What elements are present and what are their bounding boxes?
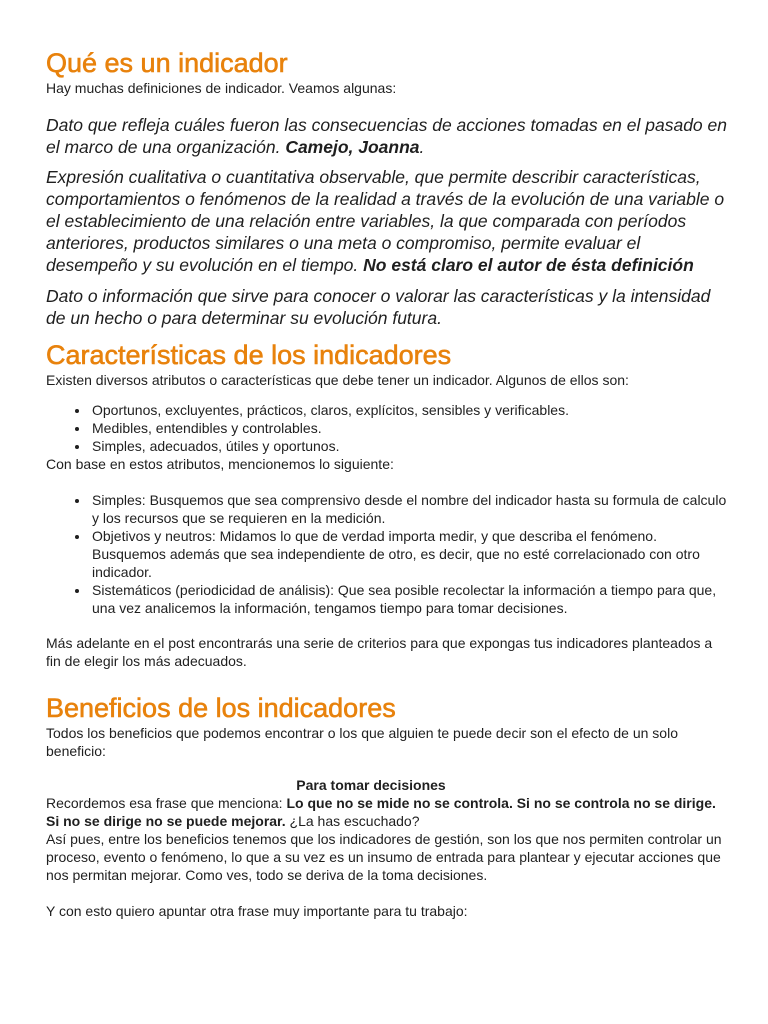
criteria-list: [46, 491, 730, 617]
definition-end: .: [419, 137, 425, 157]
subsection-title: Para tomar decisiones: [296, 777, 446, 793]
definition-quote-1: [46, 114, 730, 158]
section-title-que-es: Qué es un indicador: [46, 48, 288, 78]
closing-paragraph: Y con esto quiero apuntar otra frase muy importante para tu trabajo:: [46, 903, 468, 919]
post-paragraph: Más adelante en el post encontrarás una serie de criterios para que expongas tus indicadores planteados a fin de elegir los más adecuados.: [46, 635, 713, 669]
intro-paragraph: Hay muchas definiciones de indicador. Veamos algunas:: [46, 80, 397, 96]
intro-paragraph: Todos los beneficios que podemos encontrar o los que alguien te puede decir son el efecto de un solo beneficio:: [46, 725, 678, 759]
definition-quote-2: [46, 166, 730, 276]
quote-paragraph: [46, 794, 730, 830]
intro-paragraph: Existen diversos atributos o características que debe tener un indicador. Algunos de ellos son:: [46, 372, 629, 388]
list-item: • Medibles, entendibles y controlables.: [90, 419, 730, 437]
list-item: • Simples: Busquemos que sea comprensivo desde el nombre del indicador hasta su formula de calculo y los recursos que se requieren en la medición.: [90, 491, 730, 527]
definition-quote-3: Dato o información que sirve para conocer o valorar las características y la intensidad de un hecho o para determinar su evolución futura.: [46, 286, 711, 328]
benefits-paragraph: Así pues, entre los beneficios tenemos que los indicadores de gestión, son los que nos permiten controlar un proceso, evento o fenómeno, lo que a su vez es un insumo de entrada para plantear y ejecutar acciones que nos permitan mejorar. Como ves, todo se deriva de la toma decisiones.: [46, 831, 722, 883]
list-item: • Simples, adecuados, útiles y oportunos.: [90, 437, 730, 455]
definition-text: Expresión cualitativa o cuantitativa observable, que permite describir características, comportamientos o fenómenos de la realidad a través de la evolución de una variable o el establecimiento de una relación entre variables, la que comparada con períodos anteriores, productos similares o una meta o compromiso, permite evaluar el desempeño y su evolución en el tiempo.: [46, 167, 725, 275]
base-paragraph: Con base en estos atributos, mencionemos lo siguiente:: [46, 456, 394, 472]
definition-author: No está claro el autor de ésta definición: [363, 255, 694, 275]
list-item: • Sistemáticos (periodicidad de análisis): Que sea posible recolectar la información a tiempo para que, una vez analicemos la información, tengamos tiempo para tomar decisiones.: [90, 581, 730, 617]
quote-question: ¿La has escuchado?: [285, 813, 420, 829]
section-title-caracteristicas: Características de los indicadores: [46, 340, 452, 370]
quote-bold: Lo que no se mide no se controla. Si no se controla no se dirige. Si no se dirige no se puede mejorar.: [46, 795, 716, 829]
list-item: • Oportunos, excluyentes, prácticos, claros, explícitos, sensibles y verificables.: [90, 401, 730, 419]
quote-lead: Recordemos esa frase que menciona:: [46, 795, 287, 811]
document-page: [46, 46, 730, 920]
section-title-beneficios: Beneficios de los indicadores: [46, 693, 396, 723]
definition-author: Camejo, Joanna: [285, 137, 420, 157]
list-item: • Objetivos y neutros: Midamos lo que de verdad importa medir, y que describa el fenómeno. Busquemos además que sea independiente de otro, es decir, que no esté correlacionado con otro indicador.: [90, 527, 730, 581]
attributes-list: [46, 401, 730, 455]
definition-text: Dato que refleja cuáles fueron las consecuencias de acciones tomadas en el pasado en el marco de una organización.: [46, 115, 727, 157]
